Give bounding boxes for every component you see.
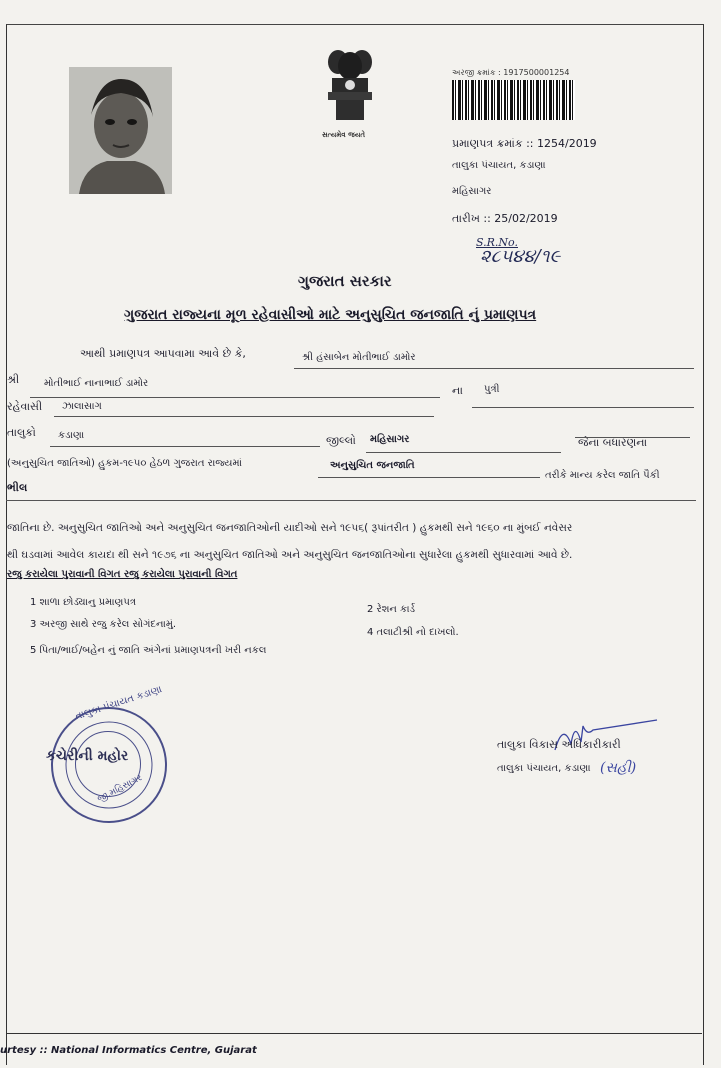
issuer-office: તાલુકા પંચાયત, કડાણા: [452, 160, 546, 171]
village: ઝાલાસાગ: [62, 401, 102, 412]
name-underline: [294, 368, 694, 369]
shri-label: શ્રી: [7, 373, 20, 386]
caste-value: ભીલ: [7, 481, 28, 494]
handwritten-ref-number: ૨૮૫૪૪/૧૯: [480, 246, 561, 267]
relation-underline: [472, 407, 694, 408]
issuer-district: મહિસાગર: [452, 186, 492, 197]
caste-underline: [6, 500, 696, 501]
office-seal-stamp: [51, 707, 167, 823]
signatory-office: તાલુકા પંચાયત, કડાણા: [497, 763, 591, 774]
district-underline: [366, 452, 561, 453]
category-underline: [318, 477, 540, 478]
national-emblem-icon: [318, 44, 382, 134]
stamp-top-text: તાલુકા પંચાયત કડાણા: [74, 684, 164, 723]
father-underline: [30, 397, 440, 398]
intro-text: આથી પ્રમાણપત્ર આપવામા આવે છે કે,: [80, 347, 246, 360]
applicant-photo: [69, 67, 172, 194]
body-text-line2: થી ઘડવામાં આવેલ કાયદા થી સને ૧૯૭૬ ના અનુસુચિત જાતિઓ અને અનુસુચિત જનજાતિઓના સુધારેલા હુકમથી સુધારવામાં આવે છે.: [7, 549, 573, 561]
taluka-value: કડાણા: [58, 430, 85, 441]
office-seal-label: કચેરીની મહોર: [46, 748, 129, 764]
jena-label: જેના બંધારણના: [578, 436, 648, 449]
na-label: ના: [452, 384, 463, 397]
courtesy-text: urtesy :: National Informatics Centre, Gujarat: [0, 1045, 257, 1056]
certificate-number: પ્રમાણપત્ર ક્રમાંક :: 1254/2019: [452, 137, 597, 150]
district-value: મહિસાગર: [370, 434, 410, 445]
holder-name: શ્રી હંસાબેન મોતીભાઈ ડામોર: [302, 352, 416, 363]
handwritten-ref-label: S.R.No.: [476, 236, 518, 249]
jena-overline: [575, 437, 690, 438]
evidence-heading: રજુ કરાયેલા પુરાવાની વિગત રજુ કરાયેલા પુરાવાની વિગત: [7, 569, 238, 580]
taluka-label: તાલુકો: [7, 426, 36, 439]
barcode: [452, 80, 575, 120]
issue-date: તારીખ :: 25/02/2019: [452, 212, 558, 225]
emblem-caption: સત્યમેવ જયતે: [322, 131, 366, 139]
evidence-item: 4 તલાટીશ્રી નો દાખલો.: [367, 627, 459, 638]
evidence-item: 5 પિતા/ભાઈ/બહેન નું જાતિ અંગેનાં પ્રમાણપત્રની ખરી નકલ: [30, 645, 267, 656]
signatory-title: તાલુકા વિકાસ અધિકારીકારી: [497, 738, 621, 751]
recognized-text: તરીકે માન્ય કરેલ જાતિ પૈકી: [545, 470, 660, 481]
application-number: અરજી ક્રમાંક : 1917500001254: [452, 68, 570, 77]
resident-label: રહેવાસી: [7, 400, 43, 413]
category-value: અનુસુચિત જનજાતિ: [330, 460, 415, 471]
signature-sahi: (સહી): [600, 760, 637, 776]
government-title: ગુજરાત સરકાર: [298, 272, 392, 290]
father-name: મોતીભાઈ નાનાભાઈ ડામોર: [44, 378, 149, 389]
evidence-item: 2 રેશન કાર્ડ: [367, 604, 416, 615]
order-text: (અનુસુચિત જાતિઓ) હુકમ-૧૯૫૦ હેઠળ ગુજરાત રાજ્યમાં: [7, 458, 243, 469]
district-label: જીલ્લો: [326, 434, 356, 447]
body-text-line1: જાતિના છે. અનુસુચિત જાતિઓ અને અનુસુચિત જનજાતિઓની યાદીઓ સને ૧૯૫૬( રૂપાંતરીત ) હુકમથી સને ૧૯૬૦ ના મુંબઈ નવેસર: [7, 522, 573, 534]
evidence-item: 3 અરજી સાથે રજુ કરેલ સોગંદનામું.: [30, 619, 177, 630]
stamp-bottom-text: જી.મહિસાગર: [96, 772, 145, 805]
footer-rule: [6, 1033, 702, 1034]
certificate-title: ગુજરાત રાજ્યના મૂળ રહેવાસીઓ માટે અનુસુચિત જનજાતિ નું પ્રમાણપત્ર: [124, 307, 537, 323]
relation: પુત્રી: [484, 384, 500, 395]
taluka-underline: [50, 446, 320, 447]
village-underline: [54, 416, 434, 417]
evidence-item: 1 શાળા છોડ્યાનુ પ્રમાણપત્ર: [30, 597, 136, 608]
